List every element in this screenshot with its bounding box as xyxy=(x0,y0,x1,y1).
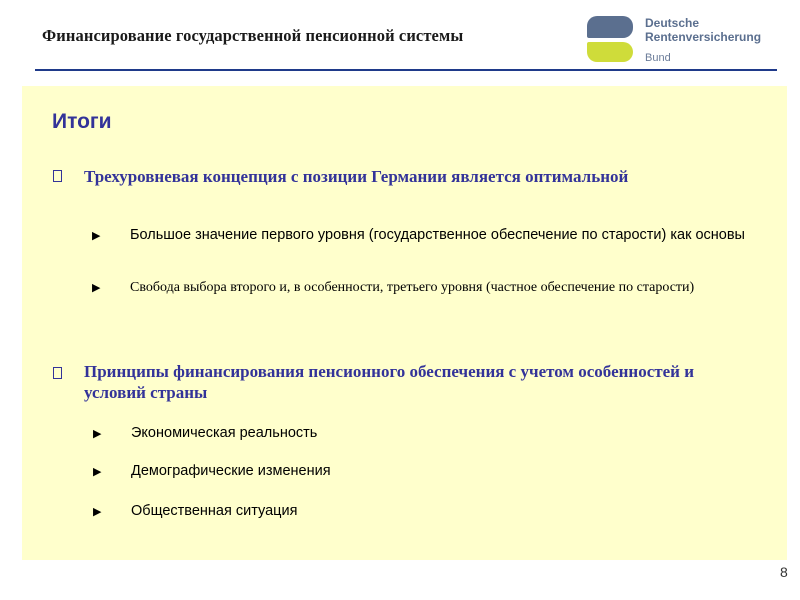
sub-point-1-1 xyxy=(84,225,784,246)
arrow-right-icon: ▶ xyxy=(93,505,102,518)
sub-point-1-2 xyxy=(84,277,784,298)
arrow-right-icon: ▶ xyxy=(92,281,101,294)
logo-line-3: Bund xyxy=(645,52,671,64)
arrow-right-icon: ▶ xyxy=(93,465,102,478)
list-item-2 xyxy=(93,463,331,479)
logo-mark-bottom-icon xyxy=(587,42,633,62)
list-item-text: Экономическая реальность xyxy=(131,425,318,441)
logo-mark-top-icon xyxy=(587,16,633,38)
main-point-2: Принципы финансирования пенсионного обеспечения с учетом особенностей и условий страны xyxy=(84,362,694,402)
list-item-text: Общественная ситуация xyxy=(131,503,298,519)
header-divider xyxy=(35,69,777,71)
section-heading: Итоги xyxy=(52,110,112,133)
list-item-text: Демографические изменения xyxy=(131,463,331,479)
list-item-3 xyxy=(93,503,297,519)
drv-logo xyxy=(587,16,787,66)
main-point-1: Трехуровневая концепция с позиции Германии является оптимальной xyxy=(84,167,629,186)
list-item-1 xyxy=(93,425,317,441)
sub-point-text: Большое значение первого уровня (государственное обеспечение по старости) как основы xyxy=(130,227,745,243)
bullet-box-icon xyxy=(53,367,62,379)
page-number: 8 xyxy=(780,564,788,580)
arrow-right-icon: ▶ xyxy=(93,427,102,440)
logo-line-1: Deutsche xyxy=(645,16,700,30)
logo-wordmark xyxy=(645,16,761,44)
slide-header-title: Финансирование государственной пенсионной системы xyxy=(42,26,464,45)
content-panel xyxy=(22,86,787,560)
bullet-box-icon xyxy=(53,170,62,182)
sub-point-text: Свобода выбора второго и, в особенности, третьего уровня (частное обеспечение по старости) xyxy=(130,280,695,295)
arrow-right-icon: ▶ xyxy=(92,229,101,242)
logo-line-2: Rentenversicherung xyxy=(645,30,762,44)
